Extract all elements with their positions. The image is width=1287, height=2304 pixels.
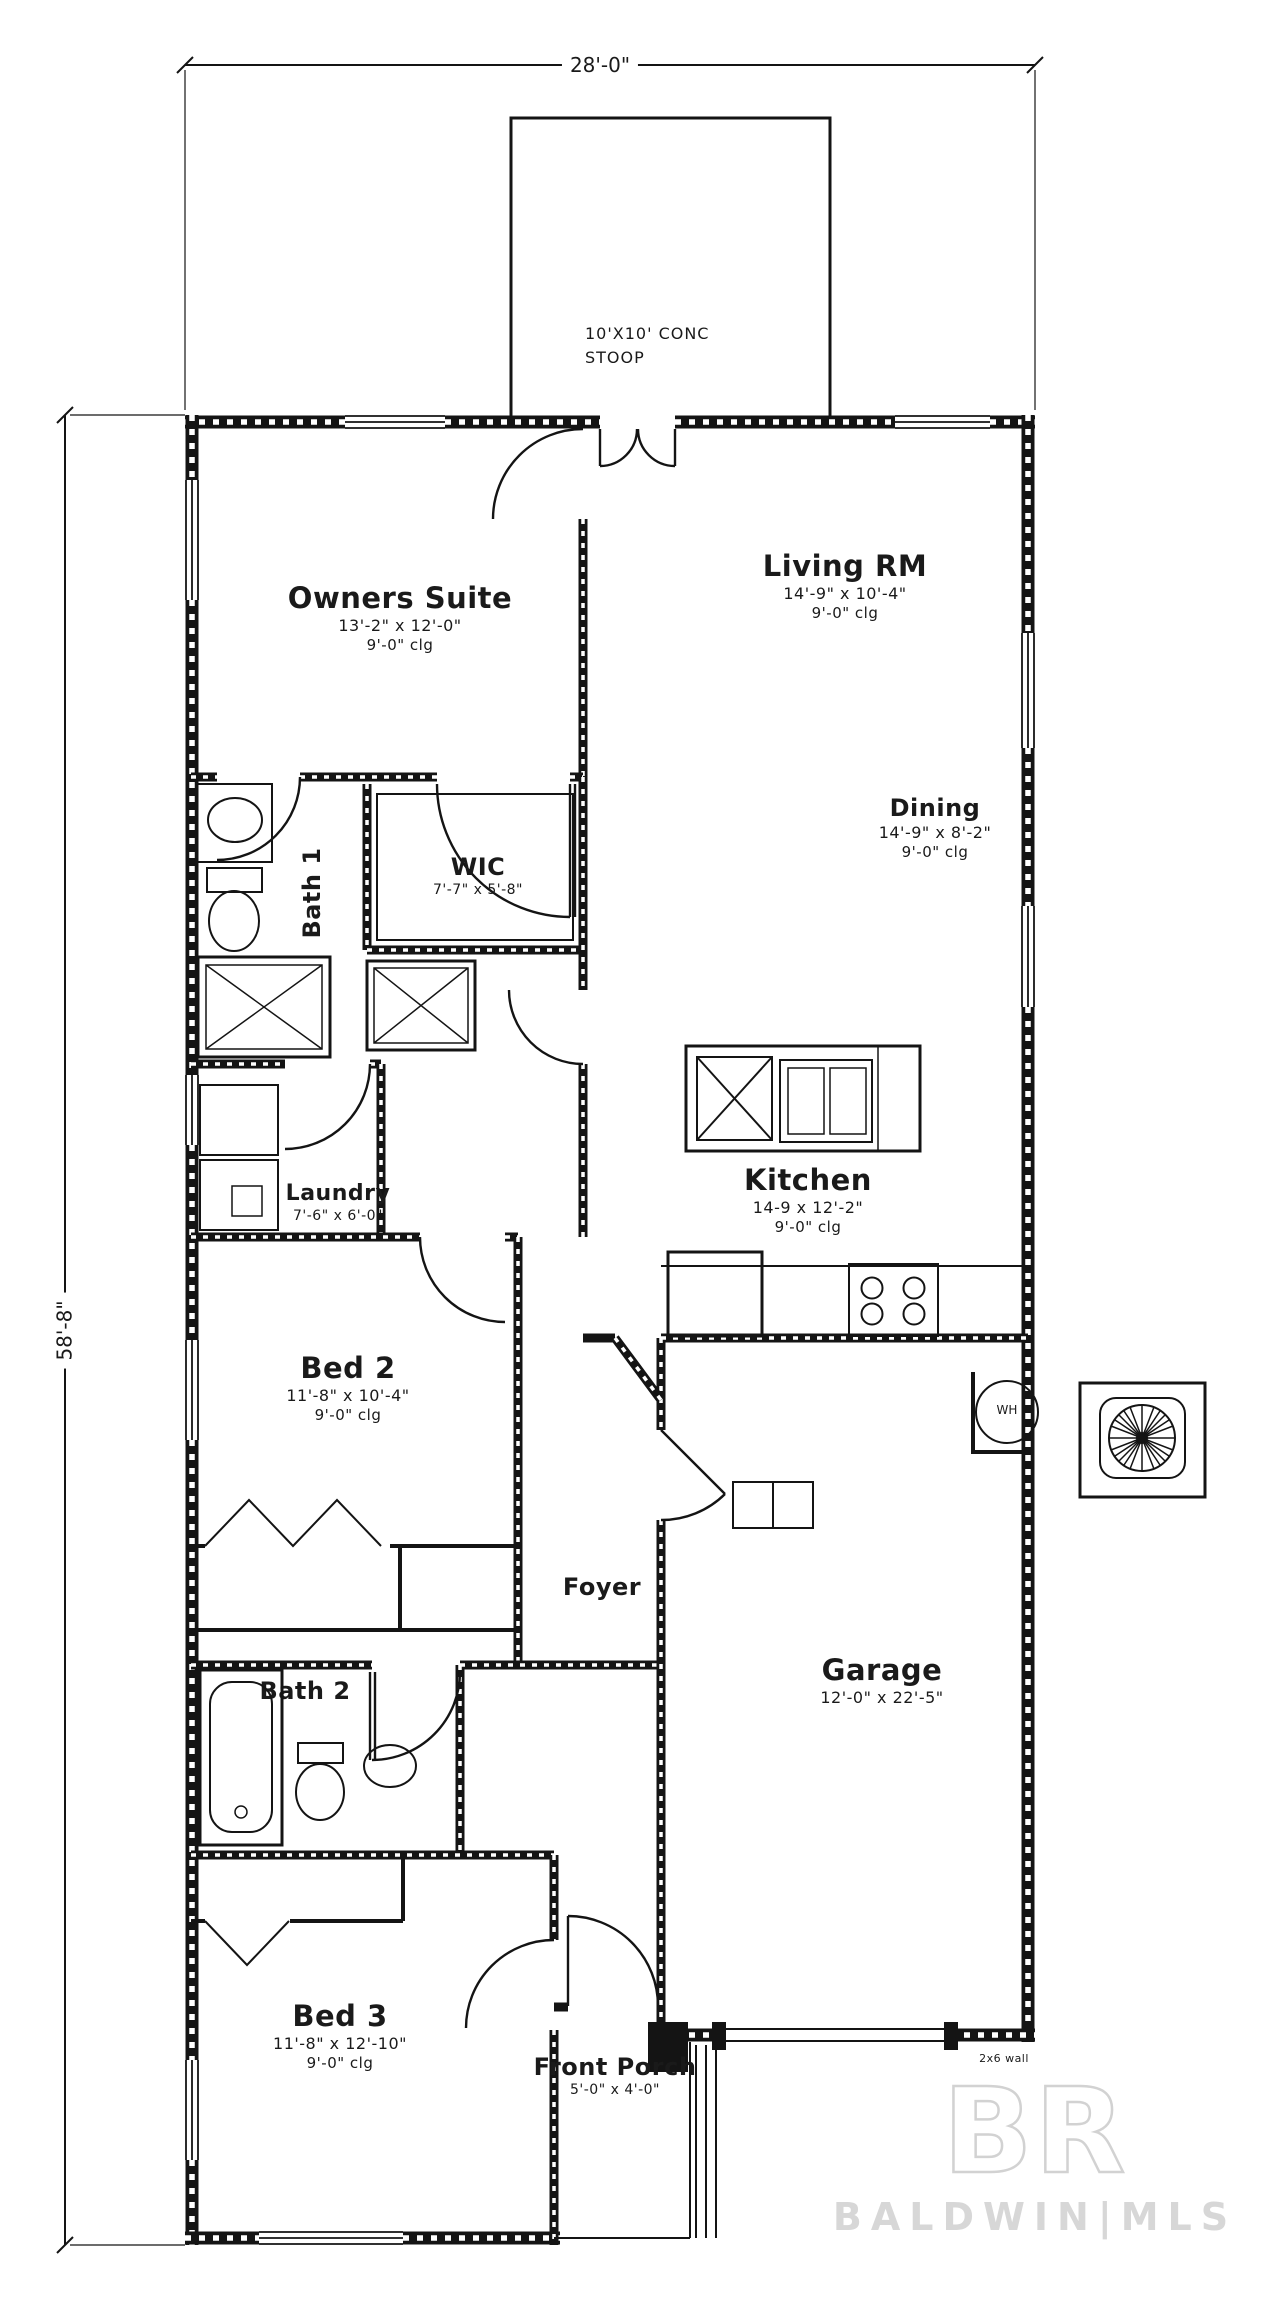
room-label-laundry: Laundry 7'-6" x 6'-0": [285, 1181, 391, 1224]
room-label-bed3: Bed 3 11'-8" x 12'-10" 9'-0" clg: [273, 1999, 407, 2073]
garage-storage: [733, 1482, 813, 1528]
mls-watermark: [832, 2062, 1238, 2239]
baldwin-mls-text: BALDWIN|MLS: [832, 2195, 1238, 2239]
baldwin-mls-logo: BR: [942, 2062, 1128, 2200]
room-label-bed2: Bed 2 11'-8" x 10'-4" 9'-0" clg: [286, 1351, 410, 1425]
room-label-kitchen: Kitchen 14-9 x 12'-2" 9'-0" clg: [744, 1163, 872, 1237]
bed3-closet: [191, 1858, 403, 1965]
kitchen-island: [686, 1046, 920, 1151]
water-heater-label: WH: [996, 1403, 1018, 1417]
dimension-width-label: 28'-0": [562, 53, 638, 78]
room-label-front-porch: Front Porch 5'-0" x 4'-0": [533, 2053, 697, 2098]
room-label-garage: Garage 12'-0" x 22'-5": [820, 1653, 944, 1708]
door-swings: [217, 429, 725, 2028]
bath1-fixtures: [198, 784, 475, 1057]
room-label-dining: Dining 14'-9" x 8'-2" 9'-0" clg: [878, 794, 992, 861]
garage-door: [712, 2022, 958, 2050]
stoop-outline: [511, 118, 830, 417]
room-label-owners-suite: Owners Suite 13'-2" x 12'-0" 9'-0" clg: [287, 581, 513, 655]
room-label-foyer: Foyer: [562, 1573, 642, 1601]
laundry-washer-dryer: [200, 1085, 278, 1230]
bed2-closet: [191, 1500, 518, 1630]
kitchen-counter: [661, 1252, 1028, 1336]
ac-condenser-unit: [1080, 1383, 1205, 1497]
windows: [186, 416, 1034, 2244]
room-label-wic: WIC 7'-7" x 5'-8": [433, 853, 523, 898]
exterior-walls: [185, 415, 1035, 2245]
dimension-height-label: 58'-8": [53, 1292, 78, 1368]
room-label-bath1: Bath 1: [298, 847, 326, 939]
room-label-living: Living RM 14'-9" x 10'-4" 9'-0" clg: [762, 549, 928, 623]
wall-note-label: 2x6 wall: [979, 2052, 1029, 2065]
room-label-bath2: Bath 2: [259, 1677, 351, 1705]
stoop-label: 10'X10' CONC STOOP: [585, 324, 710, 367]
